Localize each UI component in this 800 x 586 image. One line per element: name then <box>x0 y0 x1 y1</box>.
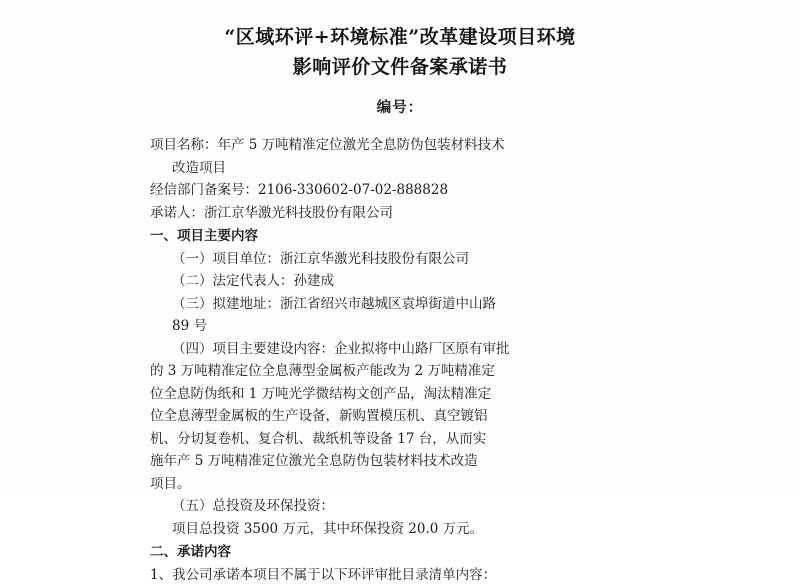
field-record-number <box>150 180 650 202</box>
section-1-item-4-line6: 施年产 5 万吨精准定位激光全息防伪包装材料技术改造 <box>150 451 650 473</box>
section-1-item-4-line2: 的 3 万吨精准定位全息薄型金属板产能改为 2 万吨精准定 <box>150 361 650 383</box>
section-1-item-4-line3: 位全息防伪纸和 1 万吨光学微结构文创产品，淘汰精准定 <box>150 384 650 406</box>
section-1-item-5-line1: （五）总投资及环保投资： <box>150 496 650 518</box>
section-1-item-1: （一）项目单位：浙江京华激光科技股份有限公司 <box>150 249 650 271</box>
field-promisor <box>150 203 650 225</box>
section-1-heading: 一、项目主要内容 <box>150 226 650 248</box>
section-2-heading: 二、承诺内容 <box>150 542 650 564</box>
section-1-item-5-line2: 项目总投资 3500 万元，其中环保投资 20.0 万元。 <box>150 519 650 541</box>
title-line-2: 影响评价文件备案承诺书 <box>150 52 650 82</box>
section-1-item-3-line2: 89 号 <box>150 316 650 338</box>
section-1-item-4-line4: 位全息薄型金属板的生产设备，新购置模压机、真空镀铝 <box>150 406 650 428</box>
field-project-name-label: 项目名称： <box>150 137 218 153</box>
section-1-item-4-line5: 机、分切复卷机、复合机、裁纸机等设备 17 台，从而实 <box>150 429 650 451</box>
field-record-number-label: 经信部门备案号： <box>150 182 258 198</box>
field-project-name-line2: 改造项目 <box>150 158 650 180</box>
field-project-name-value: 年产 5 万吨精准定位激光全息防伪包装材料技术 <box>218 137 505 153</box>
section-1-item-3-line1: （三）拟建地址：浙江省绍兴市越城区袁埠街道中山路 <box>150 294 650 316</box>
document-body <box>150 135 650 586</box>
section-1-item-4-line1: （四）项目主要建设内容：企业拟将中山路厂区原有审批 <box>150 339 650 361</box>
field-project-name-line1 <box>150 135 650 157</box>
section-1-item-2: （二）法定代表人：孙建成 <box>150 271 650 293</box>
field-record-number-value: 2106-330602-07-02-888828 <box>258 182 448 198</box>
field-promisor-value: 浙江京华激光科技股份有限公司 <box>204 205 393 221</box>
title-line-1: “区域环评+环境标准”改革建设项目环境 <box>150 22 650 52</box>
page-title <box>150 22 650 82</box>
field-promisor-label: 承诺人： <box>150 205 204 221</box>
section-1-item-4-line7: 项目。 <box>150 474 650 496</box>
section-2-item-1: 1、我公司承诺本项目不属于以下环评审批目录清单内容： <box>150 565 650 586</box>
document-code-label: 编号： <box>150 96 650 117</box>
